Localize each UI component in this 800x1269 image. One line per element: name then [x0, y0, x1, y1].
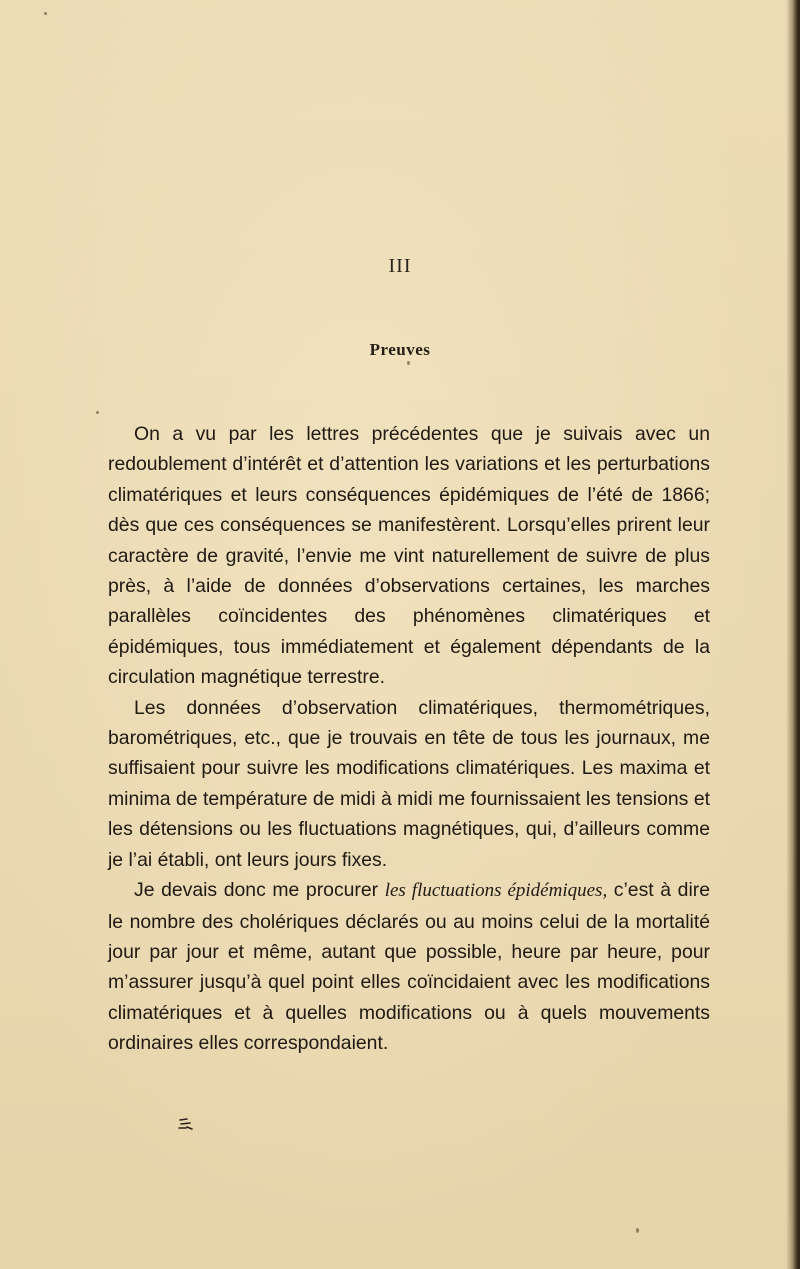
chapter-number: III: [388, 255, 412, 277]
paper-speck: [407, 361, 410, 365]
paper-speck: [636, 1228, 639, 1233]
paper-speck: [44, 12, 47, 15]
paragraph-3: [108, 875, 710, 1058]
paragraph-3-italic-phrase: les fluctuations épidémiques,: [384, 880, 608, 902]
paragraph-3-lead: Je devais donc me procurer: [134, 879, 385, 902]
paper-speck: [96, 411, 99, 414]
page-binding-edge: [786, 0, 800, 1269]
section-title: Preuves: [369, 340, 431, 359]
paragraph-3-rest: c’est à dire le nombre des cholériques déclarés ou au moins celui de la mortalité jour par jour et même, autant que possible, heure par heure, pour m’assurer jusqu’à quel point elles coïncidaient avec les modifications climatériques et à quelles modifications ou à quels mouvements ordinaires elles correspondaient.: [108, 879, 710, 1055]
paragraph-1: On a vu par les lettres précédentes que je suivais avec un redoublement d’intérêt et d’attention les variations et les perturbations climatériques et leurs conséquences épidémiques de l’été de 1866; dès que ces conséquences se manifestèrent. Lorsqu’elles prirent leur caractère de gravité, l’envie me vint naturellement de suivre de plus près, à l’aide de données d’observations certaines, les marches parallèles coïncidentes des phénomènes climatériques et épidémiques, tous immédiatement et également dépendants de la circulation magnétique terrestre.: [108, 423, 710, 689]
body-text: [108, 419, 710, 1059]
ink-mark: [178, 1116, 194, 1132]
paragraph-2: Les données d’observation climatériques, thermométriques, barométriques, etc., que je trouvais en tête de tous les journaux, me suffisaient pour suivre les modifications climatériques. Les maxima et minima de température de midi à midi me fournissaient les tensions et les détensions ou les fluctuations magnétiques, qui, d’ailleurs comme je l’ai établi, ont leurs jours fixes.: [108, 696, 710, 871]
